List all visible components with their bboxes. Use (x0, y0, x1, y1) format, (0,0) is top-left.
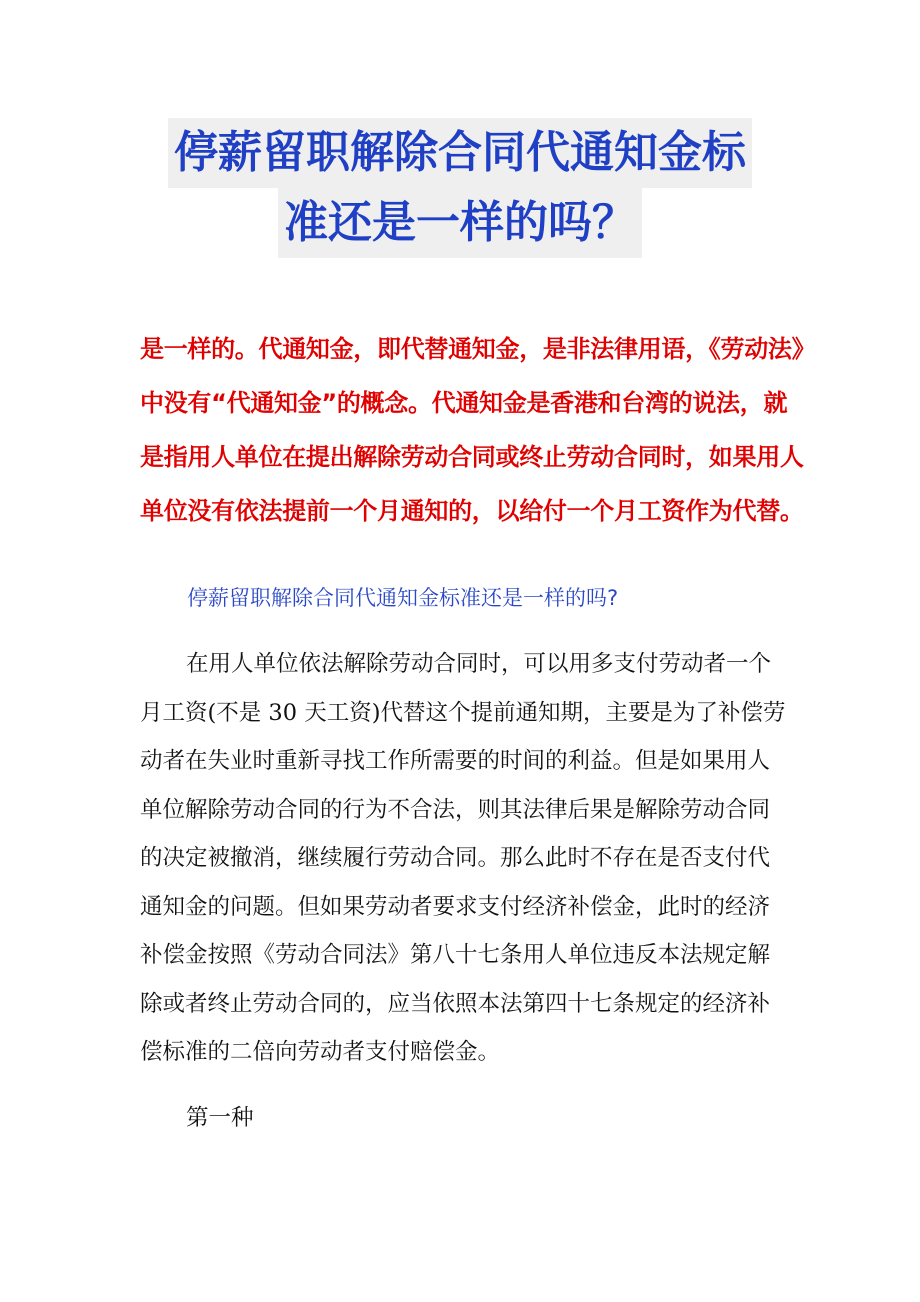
title-line-2: 准还是一样的吗？ (278, 188, 642, 258)
body-line: 通知金的问题。但如果劳动者要求支付经济补偿金，此时的经济 (140, 893, 771, 920)
body-line: 月工资(不是 30 天工资)代替这个提前通知期，主要是为了补偿劳 (140, 699, 786, 726)
body-line: 的决定被撤消，继续履行劳动合同。那么此时不存在是否支付代 (140, 845, 771, 871)
body-line: 偿标准的二倍向劳动者支付赔偿金。 (140, 1039, 501, 1065)
body-line: 补偿金按照《劳动合同法》第八十七条用人单位违反本法规定解 (140, 942, 771, 968)
lead-line: 是指用人单位在提出解除劳动合同或终止劳动合同时，如果用人 (140, 443, 804, 471)
section-subheading: 停薪留职解除合同代通知金标准还是一样的吗? (187, 586, 619, 610)
title-line-1: 停薪留职解除合同代通知金标 (168, 118, 752, 188)
lead-line: 中没有“代通知金”的概念。代通知金是香港和台湾的说法，就 (140, 389, 788, 417)
body-paragraph (140, 640, 786, 1077)
body-line: 在用人单位依法解除劳动合同时，可以用多支付劳动者一个 (186, 651, 772, 677)
lead-line: 是一样的。代通知金，即代替通知金，是非法律用语，《劳动法》 (140, 335, 816, 363)
section-label: 第一种 (186, 1105, 254, 1131)
body-line: 动者在失业时重新寻找工作所需要的时间的利益。但是如果用人 (140, 748, 771, 774)
lead-paragraph (140, 322, 816, 538)
document-title (0, 118, 920, 258)
lead-line: 单位没有依法提前一个月通知的，以给付一个月工资作为代替。 (140, 497, 804, 525)
body-line: 单位解除劳动合同的行为不合法，则其法律后果是解除劳动合同 (140, 796, 771, 823)
body-line: 除或者终止劳动合同的，应当依照本法第四十七条规定的经济补 (140, 990, 771, 1017)
